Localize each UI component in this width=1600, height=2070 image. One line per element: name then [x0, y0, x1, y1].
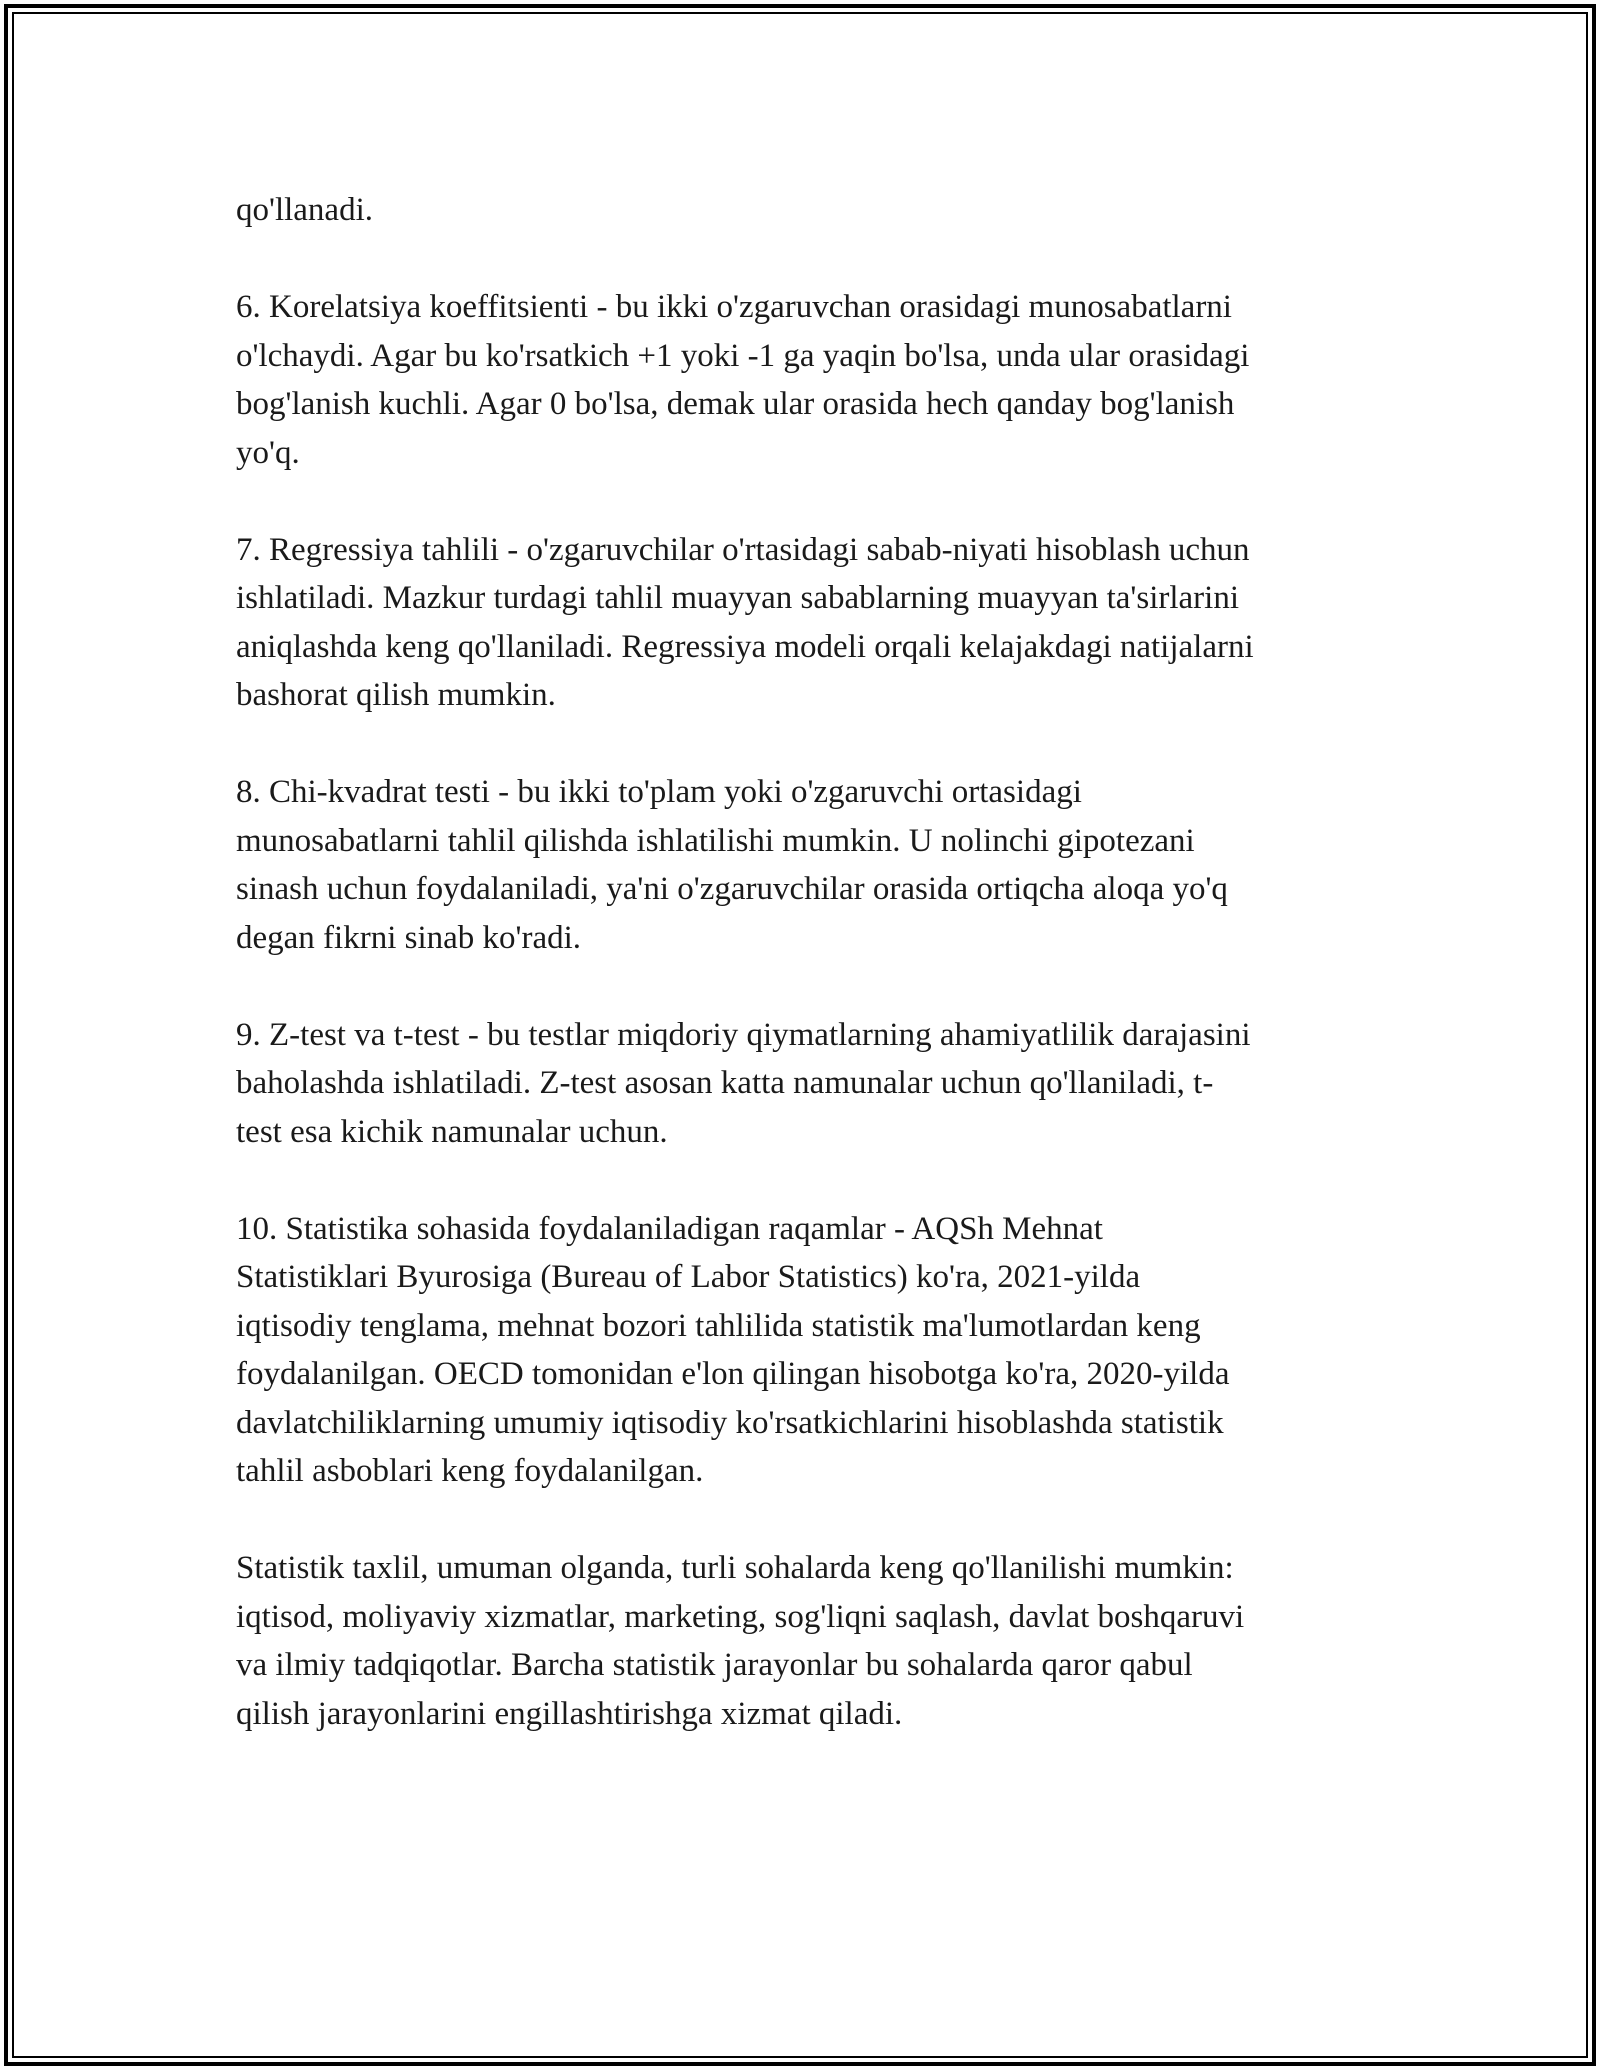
- paragraph-continuation: qo'llanadi.: [236, 192, 373, 228]
- paragraph-regression: 7. Regressiya tahlili - o'zgaruvchilar o'rtasidagi sabab-niyati hisoblash uchun ishlatiladi. Mazkur turdagi tahlil muayyan sabablarning muayyan ta'sirlarini aniqlashda keng qo'llaniladi. Regressiya modeli orqali kelajakdagi natijalarni bashorat qilish mumkin.: [236, 531, 1254, 713]
- document-body: [236, 186, 1366, 1787]
- paragraph-correlation: 6. Korelatsiya koeffitsienti - bu ikki o'zgaruvchan orasidagi munosabatlarni o'lchaydi. Agar bu ko'rsatkich +1 yoki -1 ga yaqin bo'lsa, unda ular orasidagi bog'lanish kuchli. Agar 0 bo'lsa, demak ular orasida hech qanday bog'lanish yo'q.: [236, 289, 1250, 471]
- paragraph-conclusion: Statistik taxlil, umuman olganda, turli sohalarda keng qo'llanilishi mumkin: iqtisod, moliyaviy xizmatlar, marketing, sog'liqni saqlash, davlat boshqaruvi va ilmiy tadqiqotlar. Barcha statistik jarayonlar bu sohalarda qaror qabul qilish jarayonlarini engillashtirishga xizmat qiladi.: [236, 1550, 1245, 1732]
- paragraph-statistics-figures: 10. Statistika sohasida foydalaniladigan raqamlar - AQSh Mehnat Statistiklari Byurosiga (Bureau of Labor Statistics) ko'ra, 2021-yilda iqtisodiy tenglama, mehnat bozori tahlilida statistik ma'lumotlardan keng foydalanilgan. OECD tomonidan e'lon qilingan hisobotga ko'ra, 2020-yilda davlatchiliklarning umumiy iqtisodiy ko'rsatkichlarini hisoblashda statistik tahlil asboblari keng foydalanilgan.: [236, 1210, 1230, 1489]
- paragraph-z-t-test: 9. Z-test va t-test - bu testlar miqdoriy qiymatlarning ahamiyatlilik darajasini baholashda ishlatiladi. Z-test asosan katta namunalar uchun qo'llaniladi, t- test esa kichik namunalar uchun.: [236, 1016, 1251, 1150]
- paragraph-chi-square: 8. Chi-kvadrat testi - bu ikki to'plam yoki o'zgaruvchi ortasidagi munosabatlarni tahlil qilishda ishlatilishi mumkin. U nolinchi gipotezani sinash uchun foydalaniladi, ya'ni o'zgaruvchilar orasida ortiqcha aloqa yo'q degan fikrni sinab ko'radi.: [236, 774, 1228, 956]
